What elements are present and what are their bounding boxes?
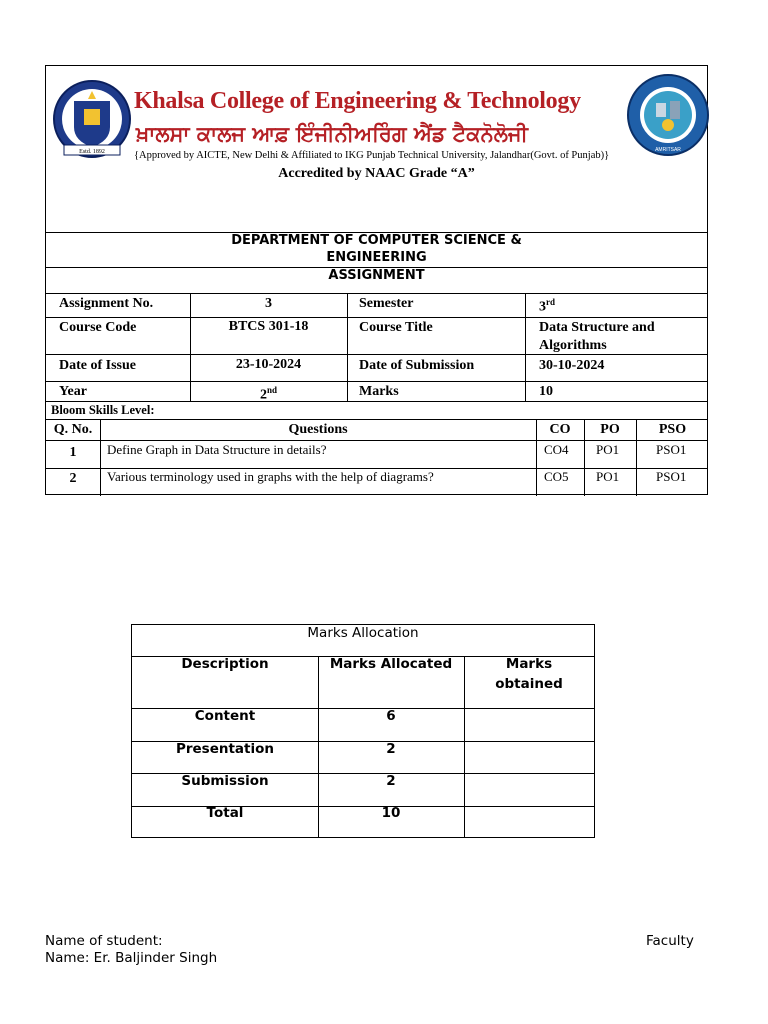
assignment-no-label: Assignment No.	[59, 296, 154, 311]
question-2-number: 2	[69, 471, 77, 486]
marks-allocation-title: Marks Allocation	[307, 625, 419, 641]
description-header: Description	[181, 656, 269, 672]
questions-header: Questions	[288, 422, 348, 437]
content-row-marks: 6	[386, 708, 396, 724]
content-row-label: Content	[194, 708, 256, 724]
year-value: 2nd	[259, 385, 277, 403]
course-title-value: Data Structure and Algorithms	[539, 320, 655, 353]
date-submission-value: 30-10-2024	[539, 358, 605, 373]
pso-header: PSO	[658, 422, 687, 437]
question-2-po: PO1	[596, 469, 620, 484]
marks-allocation-table	[131, 624, 595, 838]
marks-allocated-header: Marks Allocated	[329, 656, 453, 672]
date-issue-value: 23-10-2024	[235, 357, 302, 372]
co-header: CO	[549, 422, 571, 437]
department-heading	[46, 232, 707, 266]
date-issue-label: Date of Issue	[59, 358, 136, 373]
submission-row-marks: 2	[386, 773, 396, 789]
student-name-label: Name of student:	[45, 933, 163, 949]
seal-ring-text: AMRITSAR	[655, 147, 681, 153]
total-row-label: Total	[206, 805, 244, 821]
divider	[46, 419, 707, 420]
total-row-marks: 10	[381, 805, 401, 821]
divider	[46, 440, 707, 441]
marks-label: Marks	[359, 384, 399, 399]
date-submission-label: Date of Submission	[359, 358, 475, 373]
question-1-pso: PSO1	[656, 442, 687, 457]
bloom-skills-label: Bloom Skills Level:	[51, 403, 155, 417]
year-label: Year	[59, 384, 87, 399]
college-crest-logo	[52, 79, 132, 163]
accreditation-text: Accredited by NAAC Grade “A”	[278, 166, 475, 181]
faculty-name: Name: Er. Baljinder Singh	[45, 950, 218, 966]
approval-text: {Approved by AICTE, New Delhi & Affiliated to IKG Punjab Technical University, Jalandhar(Govt. of Punjab)}	[134, 150, 610, 161]
course-title-label: Course Title	[359, 320, 433, 335]
college-name-punjabi: ਖ਼ਾਲਸਾ ਕਾਲਜ ਆਫ਼ ਇੰਜੀਨੀਅਰਿੰਗ ਐਂਡ ਟੈਕਨੋਲੋਜੀ	[136, 122, 528, 146]
question-2-text: Various terminology used in graphs with the help of diagrams?	[107, 469, 434, 484]
divider	[46, 381, 707, 382]
faculty-label: Faculty	[646, 933, 694, 949]
divider	[46, 317, 707, 318]
college-name: Khalsa College of Engineering & Technology	[134, 88, 581, 114]
submission-row-label: Submission	[181, 773, 269, 789]
presentation-row-marks: 2	[386, 741, 396, 757]
question-2-pso: PSO1	[656, 469, 687, 484]
divider	[464, 656, 465, 838]
document-title: ASSIGNMENT	[328, 268, 425, 283]
course-code-value: BTCS 301-18	[228, 319, 309, 334]
divider	[46, 293, 707, 294]
question-1-po: PO1	[596, 442, 620, 457]
semester-value: 3rd	[539, 297, 555, 315]
assignment-form	[45, 65, 708, 495]
divider	[525, 293, 526, 401]
course-code-label: Course Code	[59, 320, 137, 335]
question-1-text: Define Graph in Data Structure in details?	[107, 442, 327, 457]
department-line1: DEPARTMENT OF COMPUTER SCIENCE &	[231, 233, 522, 248]
po-header: PO	[600, 422, 620, 437]
college-seal-logo	[626, 73, 710, 157]
marks-value: 10	[539, 384, 553, 399]
question-2-co: CO5	[544, 469, 569, 484]
assignment-no-value: 3	[265, 296, 272, 311]
qno-header: Q. No.	[53, 422, 93, 437]
department-line2: ENGINEERING	[326, 250, 427, 265]
question-1-number: 1	[69, 445, 77, 460]
marks-obtained-header: Marks obtained	[495, 656, 563, 692]
semester-label: Semester	[359, 296, 414, 311]
crest-estd-text: Estd. 1892	[79, 149, 105, 155]
presentation-row-label: Presentation	[175, 741, 275, 757]
divider	[347, 293, 348, 401]
question-1-co: CO4	[544, 442, 569, 457]
